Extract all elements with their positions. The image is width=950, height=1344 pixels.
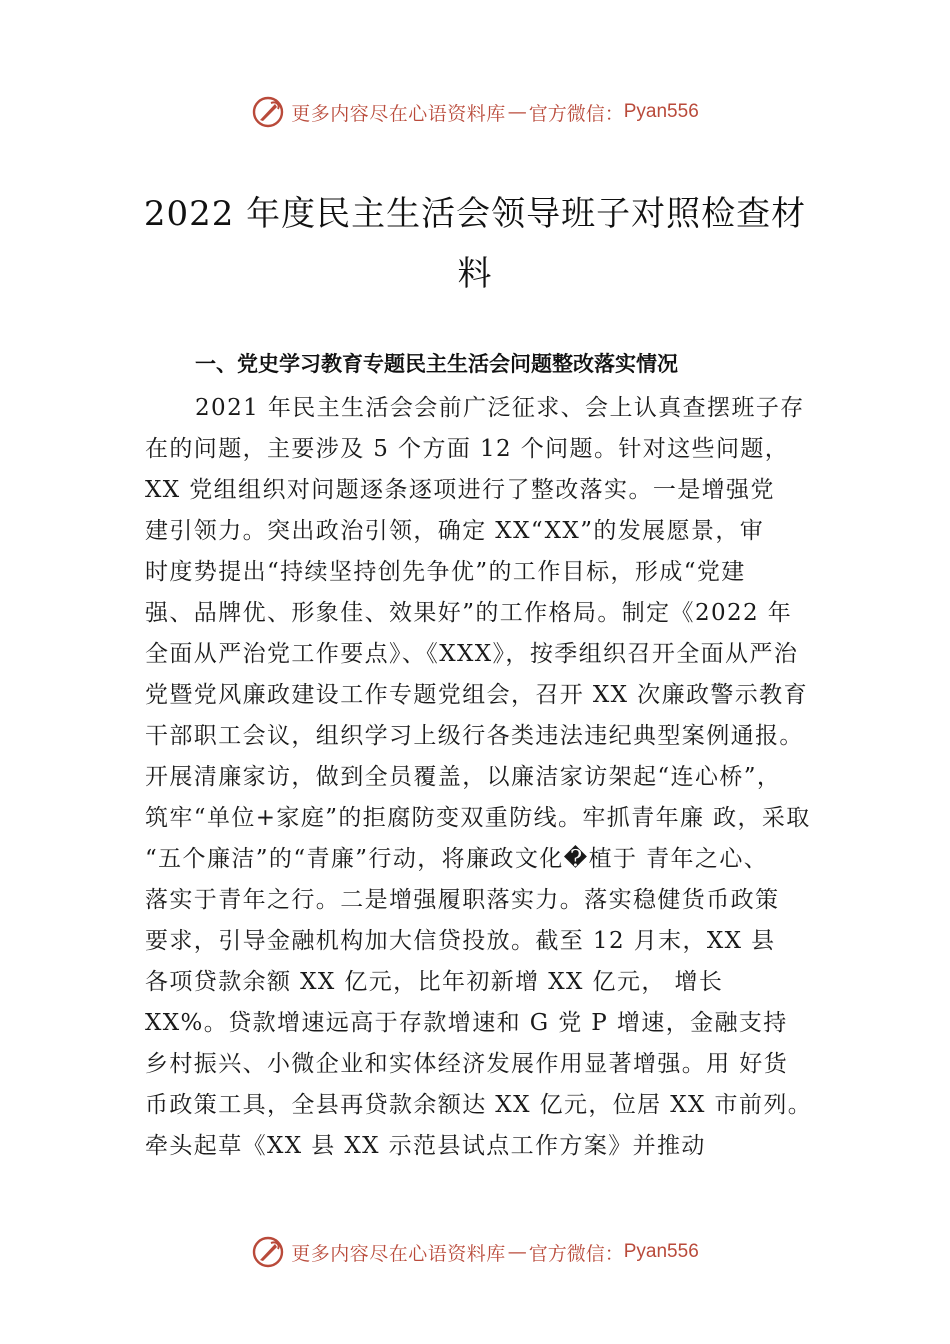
body-line: 开展清廉家访，做到全员覆盖，以廉洁家访架起“连心桥”， bbox=[145, 764, 782, 790]
title-line-2: 料 bbox=[457, 254, 493, 294]
wechat-id: Pyan556 bbox=[623, 1241, 699, 1262]
body-line: “五个廉洁”的“青廉”行动，将廉政文化�植于 青年之心、 bbox=[145, 846, 769, 872]
banner-separator: — bbox=[507, 101, 527, 123]
banner-text: 更多内容尽在心语资料库 bbox=[291, 102, 506, 125]
body-line: 各项贷款余额 XX 亿元，比年初新增 XX 亿元， 增长 bbox=[145, 969, 724, 995]
body-line: 筑牢“单位+家庭”的拒腐防变双重防线。牢抓青年廉 政，采取 bbox=[145, 805, 811, 831]
body-line: 币政策工具，全县再贷款余额达 XX 亿元，位居 XX 市前列。 bbox=[145, 1092, 813, 1118]
body-line: 2021 年民主生活会会前广泛征求、会上认真查摆班子存 bbox=[195, 395, 805, 421]
body-line: 时度势提出“持续坚持创先争优”的工作目标，形成“党建 bbox=[145, 559, 746, 585]
body-paragraph bbox=[145, 388, 845, 1167]
body-line: 落实于青年之行。二是增强履职落实力。落实稳健货币政策 bbox=[145, 887, 780, 913]
body-line: 党暨党风廉政建设工作专题党组会，召开 XX 次廉政警示教育 bbox=[145, 682, 808, 708]
footer-banner bbox=[0, 1232, 950, 1272]
body-line: 在的问题，主要涉及 5 个方面 12 个问题。针对这些问题， bbox=[145, 436, 790, 462]
quill-logo-icon bbox=[251, 95, 285, 129]
wechat-id: Pyan556 bbox=[623, 101, 699, 122]
banner-separator: — bbox=[507, 1241, 527, 1263]
body-line: 建引领力。突出政治引领，确定 XX“XX”的发展愿景，审 bbox=[145, 518, 765, 544]
body-line: XX 党组组织对问题逐条逐项进行了整改落实。一是增强党 bbox=[145, 477, 775, 503]
wechat-label: 官方微信： bbox=[528, 1242, 624, 1265]
header-banner bbox=[0, 92, 950, 132]
body-line: 强、品牌优、形象佳、效果好”的工作格局。制定《2022 年 bbox=[145, 600, 793, 626]
section-heading: 一、党史学习教育专题民主生活会问题整改落实情况 bbox=[195, 352, 678, 376]
body-line: XX%。贷款增速远高于存款增速和 G 党 P 增速，金融支持 bbox=[145, 1010, 788, 1036]
body-line: 干部职工会议，组织学习上级行各类违法违纪典型案例通报。 bbox=[145, 723, 804, 749]
body-line: 牵头起草《XX 县 XX 示范县试点工作方案》并推动 bbox=[145, 1133, 706, 1159]
body-line: 要求，引导金融机构加大信贷投放。截至 12 月末，XX 县 bbox=[145, 928, 776, 954]
document-title bbox=[140, 184, 810, 304]
body-line: 乡村振兴、小微企业和实体经济发展作用显著增强。用 好货 bbox=[145, 1051, 789, 1077]
title-line-1: 2022 年度民主生活会领导班子对照检查材 bbox=[143, 194, 807, 234]
banner-text: 更多内容尽在心语资料库 bbox=[291, 1242, 506, 1265]
wechat-label: 官方微信： bbox=[528, 102, 624, 125]
quill-logo-icon bbox=[251, 1235, 285, 1269]
body-line: 全面从严治党工作要点》、《XXX》，按季组织召开全面从严治 bbox=[145, 641, 799, 667]
